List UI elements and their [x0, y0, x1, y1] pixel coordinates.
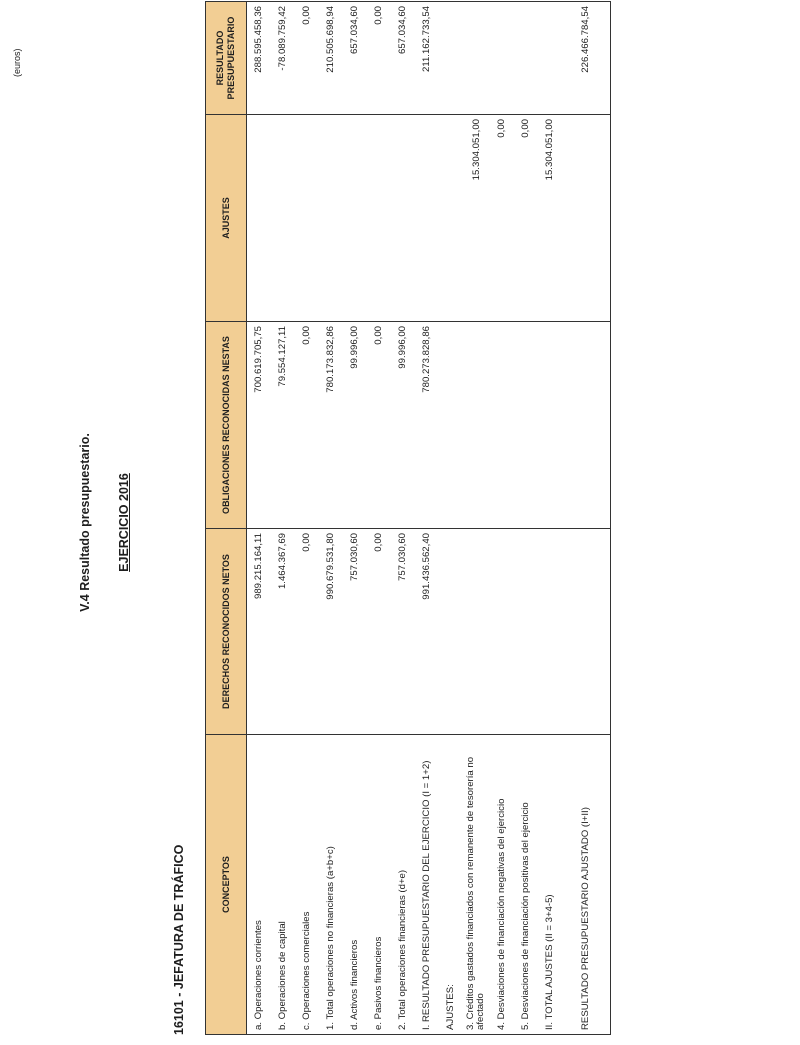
- cell-concepto: 4. Desviaciones de financiación negativas del ejercicio: [490, 735, 514, 1035]
- table-row: [538, 2, 562, 1035]
- entity-heading: 16101 - JEFATURA DE TRÁFICO: [172, 844, 186, 1035]
- cell-resultado: [514, 2, 538, 115]
- cell-resultado: 226.466.784,54: [562, 2, 611, 115]
- table-row: [490, 2, 514, 1035]
- cell-resultado: [438, 2, 462, 115]
- cell-derechos: 989.215.164,11: [247, 529, 271, 735]
- cell-ajustes: [295, 115, 319, 322]
- cell-derechos: [438, 529, 462, 735]
- table-body: [247, 2, 611, 1035]
- cell-obligaciones: 0,00: [295, 322, 319, 529]
- cell-ajustes: [390, 115, 414, 322]
- cell-concepto: 2. Total operaciones financieras (d+e): [390, 735, 414, 1035]
- cell-obligaciones: 700.619.705,75: [247, 322, 271, 529]
- cell-concepto: 1. Total operaciones no financieras (a+b+c): [319, 735, 343, 1035]
- cell-resultado: 210.505.698,94: [319, 2, 343, 115]
- cell-resultado: [490, 2, 514, 115]
- table-row: [438, 2, 462, 1035]
- cell-derechos: [462, 529, 490, 735]
- cell-ajustes: [343, 115, 367, 322]
- header-obligaciones: OBLIGACIONES RECONOCIDAS NESTAS: [206, 322, 247, 529]
- cell-obligaciones: 79.554.127,11: [271, 322, 295, 529]
- table-header-row: [206, 2, 247, 1035]
- document-title: V.4 Resultado presupuestario.: [78, 433, 92, 612]
- cell-ajustes: 0,00: [490, 115, 514, 322]
- cell-concepto: a. Operaciones corrientes: [247, 735, 271, 1035]
- cell-ajustes: [414, 115, 438, 322]
- cell-derechos: 1.464.367,69: [271, 529, 295, 735]
- table-row: [247, 2, 271, 1035]
- header-conceptos: CONCEPTOS: [206, 735, 247, 1035]
- table-row: [514, 2, 538, 1035]
- table-row: [390, 2, 414, 1035]
- cell-concepto: [462, 735, 490, 1035]
- cell-ajustes: [319, 115, 343, 322]
- cell-resultado: [462, 2, 490, 115]
- cell-obligaciones: 0,00: [366, 322, 390, 529]
- header-derechos: DERECHOS RECONOCIDOS NETOS: [206, 529, 247, 735]
- cell-resultado: 0,00: [366, 2, 390, 115]
- table-row: [366, 2, 390, 1035]
- cell-ajustes: [247, 115, 271, 322]
- cell-obligaciones: 780.273.828,86: [414, 322, 438, 529]
- cell-concepto: RESULTADO PRESUPUESTARIO AJUSTADO (I+II): [562, 735, 611, 1035]
- cell-derechos: 757.030,60: [390, 529, 414, 735]
- table-row: [295, 2, 319, 1035]
- table-row: [343, 2, 367, 1035]
- cell-concepto: II. TOTAL AJUSTES (II = 3+4-5): [538, 735, 562, 1035]
- cell-resultado: 657.034,60: [343, 2, 367, 115]
- cell-derechos: [514, 529, 538, 735]
- cell-ajustes: [562, 115, 611, 322]
- cell-concepto: b. Operaciones de capital: [271, 735, 295, 1035]
- cell-resultado: [538, 2, 562, 115]
- cell-derechos: [538, 529, 562, 735]
- cell-obligaciones: [538, 322, 562, 529]
- table-row: [462, 2, 490, 1035]
- cell-concepto-text: 3. Créditos gastados financiados con remanente de tesorería no afectado: [464, 756, 487, 1030]
- cell-resultado: -78.089.759,42: [271, 2, 295, 115]
- cell-obligaciones: [514, 322, 538, 529]
- cell-ajustes: 15.304.051,00: [538, 115, 562, 322]
- table-row: [319, 2, 343, 1035]
- cell-ajustes: [366, 115, 390, 322]
- cell-obligaciones: 780.173.832,86: [319, 322, 343, 529]
- table-row: [414, 2, 438, 1035]
- table-row: [271, 2, 295, 1035]
- cell-concepto: d. Activos financieros: [343, 735, 367, 1035]
- budget-result-table: [205, 1, 611, 1035]
- cell-ajustes: [438, 115, 462, 322]
- cell-ajustes: 15.304.051,00: [462, 115, 490, 322]
- exercise-heading: EJERCICIO 2016: [117, 473, 131, 572]
- units-label: (euros): [12, 48, 22, 77]
- cell-resultado: 657.034,60: [390, 2, 414, 115]
- cell-obligaciones: [438, 322, 462, 529]
- cell-derechos: 0,00: [366, 529, 390, 735]
- cell-concepto: e. Pasivos financieros: [366, 735, 390, 1035]
- cell-obligaciones: [462, 322, 490, 529]
- cell-derechos: 991.436.562,40: [414, 529, 438, 735]
- cell-ajustes: [271, 115, 295, 322]
- cell-resultado: 288.595.458,36: [247, 2, 271, 115]
- cell-concepto: 5. Desviaciones de financiación positivas del ejercicio: [514, 735, 538, 1035]
- cell-resultado: 211.162.733,54: [414, 2, 438, 115]
- cell-obligaciones: 99.996,00: [343, 322, 367, 529]
- cell-resultado: 0,00: [295, 2, 319, 115]
- header-ajustes: AJUSTES: [206, 115, 247, 322]
- cell-ajustes: 0,00: [514, 115, 538, 322]
- cell-obligaciones: [490, 322, 514, 529]
- header-resultado: RESULTADO PRESUPUESTARIO: [206, 2, 247, 115]
- cell-derechos: 757.030,60: [343, 529, 367, 735]
- cell-obligaciones: 99.996,00: [390, 322, 414, 529]
- cell-derechos: [490, 529, 514, 735]
- cell-concepto: c. Operaciones comerciales: [295, 735, 319, 1035]
- cell-derechos: 990.679.531,80: [319, 529, 343, 735]
- cell-derechos: 0,00: [295, 529, 319, 735]
- table-row: [562, 2, 611, 1035]
- cell-concepto: AJUSTES:: [438, 735, 462, 1035]
- cell-obligaciones: [562, 322, 611, 529]
- cell-derechos: [562, 529, 611, 735]
- cell-concepto: I. RESULTADO PRESUPUESTARIO DEL EJERCICIO (I = 1+2): [414, 735, 438, 1035]
